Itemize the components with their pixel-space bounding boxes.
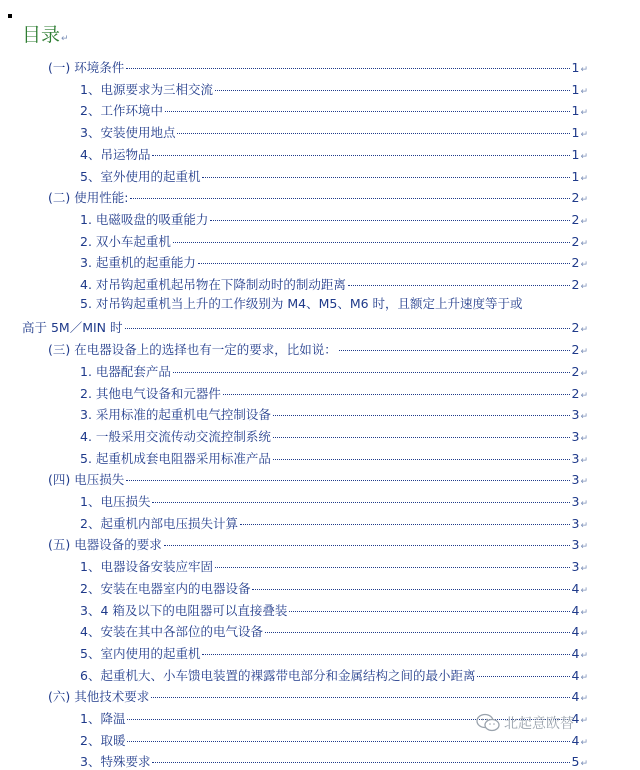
return-mark: ↵ <box>580 260 588 271</box>
toc-page-number: 2 <box>571 385 580 401</box>
toc-page-number: 2 <box>571 255 580 271</box>
dot-leader <box>273 459 570 460</box>
toc-entry-label: 1、电源要求为三相交流 <box>80 81 213 97</box>
toc-page-number: 4 <box>571 689 580 705</box>
toc-entry-label: 1. 电磁吸盘的吸重能力 <box>80 211 209 227</box>
dot-leader <box>173 242 570 243</box>
toc-entry-label: 2、取暖 <box>80 732 126 748</box>
dot-leader <box>240 524 570 525</box>
return-mark: ↵ <box>580 716 588 726</box>
toc-page-number: 4 <box>571 580 580 596</box>
dot-leader <box>152 502 569 503</box>
toc-entry[interactable] <box>80 232 588 250</box>
watermark-text: 北起意欧替 <box>504 716 574 732</box>
toc-entry-label: 4、吊运物品 <box>80 146 151 162</box>
return-mark: ↵ <box>580 694 588 705</box>
dot-leader <box>177 133 569 134</box>
dot-leader <box>202 177 569 178</box>
toc-entry-label: 5. 起重机成套电阻器采用标准产品 <box>80 450 271 466</box>
return-mark: ↵ <box>580 477 588 488</box>
toc-entry-label: 5、室外使用的起重机 <box>80 168 201 184</box>
toc-entry[interactable] <box>80 427 588 445</box>
return-mark: ↵ <box>580 542 588 553</box>
toc-page-number: 2 <box>571 190 580 206</box>
toc-entry-label: 2、起重机内部电压损失计算 <box>80 515 238 531</box>
dot-leader <box>164 545 570 546</box>
toc-entry[interactable] <box>80 579 588 597</box>
dot-leader <box>215 90 570 91</box>
toc-entry[interactable] <box>22 318 588 336</box>
wechat-icon <box>476 713 500 733</box>
toc-entry-label: 2、工作环境中 <box>80 103 163 119</box>
toc-entry-label: 3、特殊要求 <box>80 754 151 770</box>
dot-leader <box>198 263 570 264</box>
toc-page-number: 3 <box>571 450 580 466</box>
return-mark: ↵ <box>580 65 588 75</box>
toc-entry-label: 4. 一般采用交流传动交流控制系统 <box>80 428 271 444</box>
toc-page-number: 3 <box>571 494 580 509</box>
return-mark: ↵ <box>580 108 588 119</box>
dot-leader <box>127 741 569 742</box>
dot-leader <box>223 394 570 395</box>
return-mark: ↵ <box>580 282 588 292</box>
toc-page-number: 3 <box>571 537 580 553</box>
toc-entry-label: 1. 电器配套产品 <box>80 363 171 379</box>
toc-page-number: 5 <box>571 754 580 770</box>
dot-leader <box>348 285 570 286</box>
return-mark: ↵ <box>580 151 588 162</box>
toc-entry-label: 高于 5M／MIN 时 <box>22 320 123 336</box>
toc-entry[interactable] <box>80 622 588 640</box>
dot-leader <box>252 589 569 590</box>
toc-entry[interactable] <box>80 253 588 271</box>
toc-section-entry[interactable] <box>48 470 588 488</box>
page-title: 目录↵ <box>22 24 69 46</box>
dot-leader <box>477 676 569 677</box>
dot-leader <box>273 437 570 438</box>
toc-entry-label: 2. 双小车起重机 <box>80 233 171 249</box>
return-mark: ↵ <box>580 216 588 227</box>
toc-entry-wrap-line: 5. 对吊钩起重机当上升的工作级别为 M4、M5、M6 时，且额定上升速度等于或 <box>80 295 523 311</box>
toc-page-number: 3 <box>571 428 580 444</box>
return-mark: ↵ <box>580 238 588 249</box>
toc-page-number: 1 <box>571 81 580 97</box>
toc-page-number: 3 <box>571 407 580 423</box>
toc-page-number: 4 <box>571 711 580 726</box>
toc-section-entry[interactable] <box>48 58 588 76</box>
toc-entry-label: 3. 起重机的起重能力 <box>80 255 196 271</box>
toc-entry[interactable] <box>80 167 588 185</box>
dot-leader <box>265 632 570 633</box>
toc-entry-label: (六) 其他技术要求 <box>48 689 150 705</box>
toc-entry-label: 5、室内使用的起重机 <box>80 645 201 661</box>
return-mark: ↵ <box>580 650 588 661</box>
toc-entry-label: (四) 电压损失 <box>48 472 125 488</box>
dot-leader <box>151 697 569 698</box>
return-mark: ↵ <box>580 520 588 531</box>
toc-page-number: 3 <box>571 559 580 575</box>
return-mark: ↵ <box>580 607 588 618</box>
watermark <box>476 713 574 733</box>
toc-entry-label: 1、电器设备安装应牢固 <box>80 559 213 575</box>
toc-entry-label: (二) 使用性能: <box>48 190 129 206</box>
toc-page-number: 4 <box>571 732 580 748</box>
toc-entry[interactable] <box>80 384 588 402</box>
toc-entry-label: 1、降温 <box>80 711 126 726</box>
dot-leader <box>289 611 569 612</box>
toc-page-number: 1 <box>571 168 580 184</box>
return-mark: ↵ <box>580 672 588 683</box>
return-mark: ↵ <box>580 86 588 97</box>
dot-leader <box>126 480 569 481</box>
toc-entry-label: (五) 电器设备的要求 <box>48 537 162 553</box>
toc-entry-label: 4、安装在其中各部位的电气设备 <box>80 624 263 640</box>
return-mark: ↵ <box>580 499 588 509</box>
toc-section-entry[interactable] <box>48 535 588 553</box>
dot-leader <box>125 328 570 329</box>
return-mark: ↵ <box>580 759 588 770</box>
toc-page-number: 3 <box>571 515 580 531</box>
toc-section-entry[interactable] <box>48 687 588 705</box>
return-mark: ↵ <box>580 195 588 206</box>
toc-page-number: 2 <box>571 277 580 292</box>
toc-entry-label: (一) 环境条件 <box>48 60 125 75</box>
return-mark: ↵ <box>580 585 588 596</box>
return-mark: ↵ <box>580 455 588 466</box>
toc-entry[interactable] <box>80 666 588 684</box>
dot-leader <box>130 198 569 199</box>
toc-entry[interactable] <box>80 644 588 662</box>
toc-section-entry[interactable] <box>48 340 588 358</box>
dot-leader <box>273 415 570 416</box>
toc-entry[interactable] <box>80 405 588 423</box>
return-mark: ↵ <box>580 347 588 358</box>
toc-page-number: 4 <box>571 667 580 683</box>
toc-entry[interactable] <box>80 514 588 532</box>
dot-leader <box>173 372 570 373</box>
toc-page-number: 2 <box>571 342 580 358</box>
toc-section-entry[interactable] <box>48 188 588 206</box>
return-mark: ↵ <box>580 130 588 141</box>
dot-leader <box>215 567 570 568</box>
dot-leader <box>165 111 570 112</box>
toc-entry-label: 2. 其他电气设备和元器件 <box>80 385 221 401</box>
toc-entry[interactable] <box>80 275 588 293</box>
toc-page-number: 2 <box>571 233 580 249</box>
toc-page-number: 1 <box>571 103 580 119</box>
dot-leader <box>152 155 569 156</box>
toc-page-number: 2 <box>571 320 580 336</box>
toc-page-number: 3 <box>571 472 580 488</box>
return-mark: ↵ <box>580 412 588 423</box>
toc-page-number: 4 <box>571 602 580 618</box>
toc-entry[interactable] <box>80 752 588 770</box>
toc-page-number: 4 <box>571 645 580 661</box>
dot-leader <box>152 762 569 763</box>
toc-entry[interactable] <box>80 492 588 510</box>
toc-entry-label: 2、安装在电器室内的电器设备 <box>80 580 251 596</box>
paragraph-marker <box>8 14 12 18</box>
return-mark: ↵ <box>580 173 588 184</box>
toc-page-number: 1 <box>571 146 580 162</box>
toc-entry[interactable] <box>80 362 588 380</box>
toc-entry-label: 6、起重机大、小车馈电装置的裸露带电部分和金属结构之间的最小距离 <box>80 667 476 683</box>
return-mark: ↵ <box>580 629 588 640</box>
toc-page-number: 2 <box>571 363 580 379</box>
toc-entry[interactable] <box>80 145 588 163</box>
dot-leader <box>202 654 569 655</box>
toc-entry-label: 1、电压损失 <box>80 494 151 509</box>
toc-entry[interactable] <box>80 123 588 141</box>
toc-entry-label: 3、4 箱及以下的电阻器可以直接叠装 <box>80 602 288 618</box>
dot-leader <box>339 350 570 351</box>
toc-page-number: 1 <box>571 125 580 141</box>
toc-entry-label: 4. 对吊钩起重机起吊物在下降制动时的制动距离 <box>80 277 346 292</box>
toc-entry[interactable] <box>80 601 588 619</box>
dot-leader <box>126 68 569 69</box>
toc-entry[interactable] <box>80 449 588 467</box>
return-mark: ↵ <box>580 433 588 444</box>
return-mark: ↵ <box>580 325 588 336</box>
toc-entry-label: 3、安装使用地点 <box>80 125 176 141</box>
toc-page-number: 2 <box>571 211 580 227</box>
return-mark: ↵ <box>580 737 588 748</box>
toc-entry[interactable] <box>80 557 588 575</box>
toc-entry-label: (三) 在电器设备上的选择也有一定的要求，比如说： <box>48 342 337 358</box>
dot-leader <box>210 220 569 221</box>
toc-entry[interactable] <box>80 731 588 749</box>
return-mark: ↵ <box>580 390 588 401</box>
toc-entry[interactable] <box>80 80 588 98</box>
toc-entry[interactable] <box>80 101 588 119</box>
toc-entry-label: 3. 采用标准的起重机电气控制设备 <box>80 407 271 423</box>
toc-page-number: 4 <box>571 624 580 640</box>
return-mark: ↵ <box>580 368 588 379</box>
return-mark: ↵ <box>580 564 588 575</box>
toc-page-number: 1 <box>571 60 580 75</box>
toc-entry[interactable] <box>80 210 588 228</box>
